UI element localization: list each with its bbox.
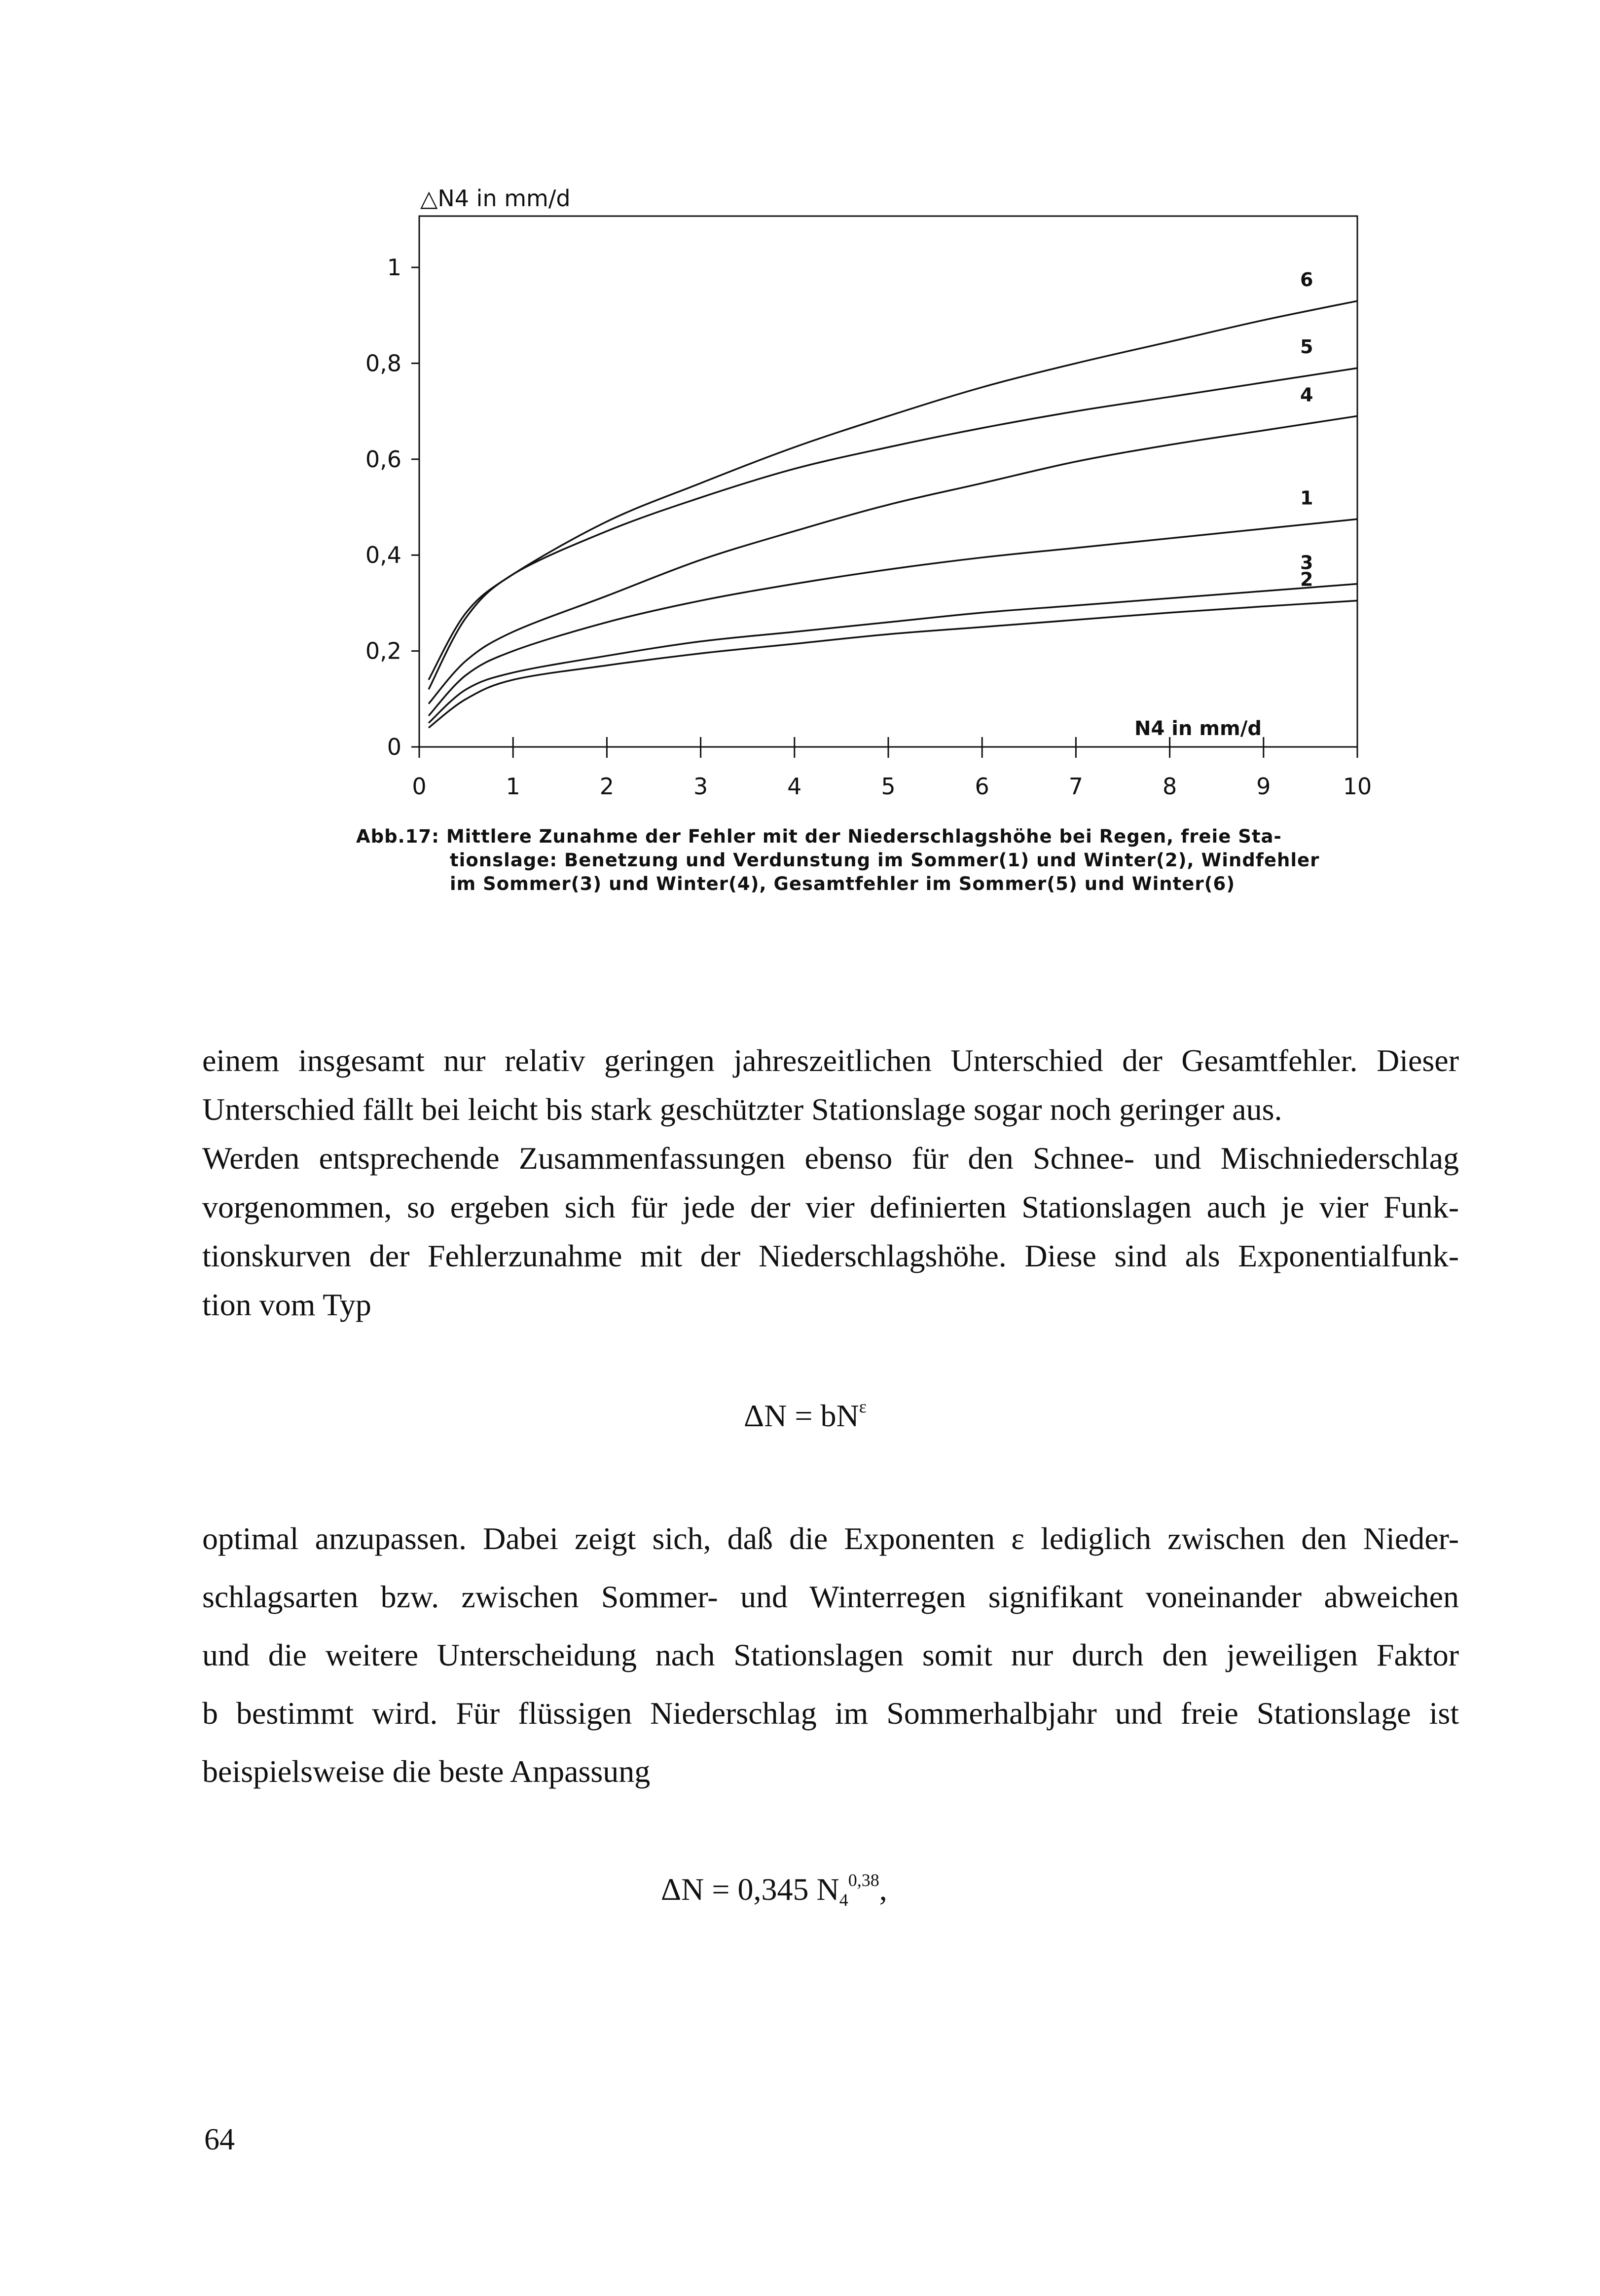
formula-2-tail: , — [879, 1872, 887, 1907]
paragraph-line: Unterschied fällt bei leicht bis stark geschützter Stationslage sogar noch geringer aus. — [202, 1092, 1282, 1127]
figure-caption — [356, 825, 1382, 896]
paragraph-line: und die weitere Unterscheidung nach Stationslagen somit nur durch den jeweiligen Faktor — [202, 1637, 1459, 1672]
x-tick-label: 4 — [787, 773, 802, 800]
y-axis — [365, 254, 419, 760]
formula-2-main: ΔN = 0,345 N — [661, 1872, 839, 1907]
x-tick-label: 1 — [506, 773, 520, 800]
series-label-3: 3 — [1300, 552, 1313, 574]
series-line-5 — [429, 368, 1357, 689]
series-label-5: 5 — [1300, 336, 1313, 358]
x-tick-label: 8 — [1162, 773, 1177, 800]
y-tick-label: 0,4 — [365, 542, 401, 569]
paragraph-line: einem insgesamt nur relativ geringen jahreszeitlichen Unterschied der Gesamtfehler. Dieser — [202, 1043, 1459, 1078]
formula-2-exponent: 0,38 — [848, 1870, 879, 1890]
y-tick-label: 0,2 — [365, 637, 401, 665]
x-tick-label: 5 — [881, 773, 896, 800]
x-tick-label: 7 — [1068, 773, 1084, 800]
paragraph-line: b bestimmt wird. Für flüssigen Niederschlag im Sommerhalbjahr und freie Stationslage ist — [202, 1696, 1459, 1731]
y-tick-label: 0,8 — [365, 350, 401, 377]
formula-best-fit — [661, 1870, 887, 1910]
paragraph-line: beispielsweise die beste Anpassung — [202, 1754, 651, 1789]
series-label-4: 4 — [1300, 384, 1313, 406]
formula-1-main: ΔN = bN — [744, 1398, 859, 1433]
y-axis-label: △N4 in mm/d — [420, 185, 571, 212]
caption-line-2: tionslage: Benetzung und Verdunstung im Sommer(1) und Winter(2), Windfehler — [450, 850, 1320, 871]
caption-line-3: im Sommer(3) und Winter(4), Gesamtfehler im Sommer(5) und Winter(6) — [450, 873, 1236, 894]
paragraph-line: Werden entsprechende Zusammenfassungen ebenso für den Schnee- und Mischniederschlag — [202, 1141, 1459, 1176]
series-labels — [1300, 269, 1313, 591]
paragraph-line: schlagsarten bzw. zwischen Sommer- und Winterregen signifikant voneinander abweichen — [202, 1579, 1459, 1614]
series-line-4 — [429, 416, 1357, 704]
caption-text-1: Mittlere Zunahme der Fehler mit der Niederschlagshöhe bei Regen, freie Sta- — [446, 826, 1282, 847]
series-lines — [429, 301, 1357, 728]
paragraph-2 — [202, 1510, 1459, 1801]
paragraph-line: tion vom Typ — [202, 1287, 371, 1322]
page-number: 64 — [204, 2123, 235, 2156]
x-tick-label: 9 — [1256, 773, 1271, 800]
formula-exponential-type — [744, 1396, 867, 1434]
x-tick-label: 10 — [1343, 773, 1372, 800]
series-line-1 — [429, 519, 1357, 716]
x-axis-label: N4 in mm/d — [1134, 717, 1262, 740]
caption-line-1 — [356, 825, 1382, 849]
plot-frame — [419, 216, 1357, 747]
paragraph-line: optimal anzupassen. Dabei zeigt sich, daß die Exponenten ε lediglich zwischen den Nieder- — [202, 1521, 1459, 1556]
formula-1-exponent: ε — [859, 1397, 867, 1416]
series-line-6 — [429, 301, 1357, 680]
y-tick-label: 0 — [387, 734, 401, 760]
paragraph-line: tionskurven der Fehlerzunahme mit der Niederschlagshöhe. Diese sind als Exponentialfunk- — [202, 1238, 1459, 1273]
x-tick-label: 2 — [599, 773, 615, 800]
formula-2-subscript: 4 — [839, 1890, 848, 1910]
series-label-6: 6 — [1300, 269, 1313, 291]
series-label-2: 2 — [1300, 568, 1313, 591]
error-increase-chart — [0, 0, 1600, 819]
paragraph-1 — [202, 1036, 1459, 1329]
x-tick-label: 6 — [975, 773, 989, 800]
x-tick-label: 0 — [412, 773, 427, 800]
series-line-3 — [429, 584, 1357, 723]
y-tick-label: 0,6 — [365, 445, 401, 473]
caption-label: Abb.17: — [356, 826, 439, 847]
y-tick-label: 1 — [387, 254, 401, 281]
series-line-2 — [429, 601, 1357, 728]
paragraph-line: vorgenommen, so ergeben sich für jede der vier definierten Stationslagen auch je vier Funk- — [202, 1189, 1459, 1224]
x-tick-label: 3 — [693, 773, 708, 800]
series-label-1: 1 — [1300, 487, 1313, 509]
